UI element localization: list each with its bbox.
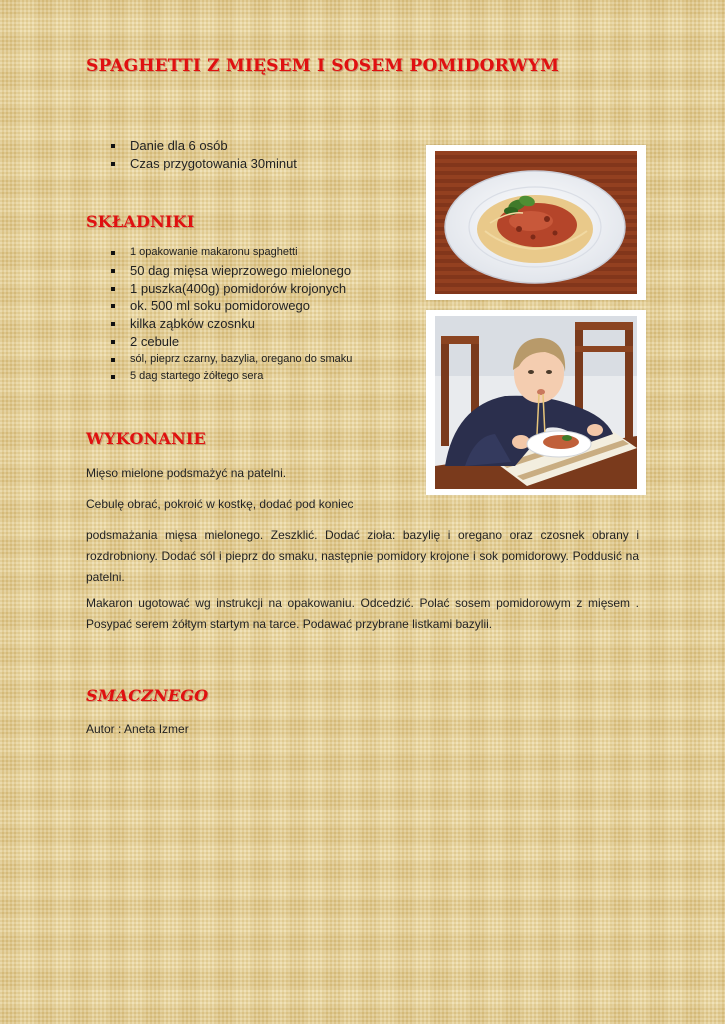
method-step: Makaron ugotować wg instrukcji na opakowaniu. Odcedzić. Polać sosem pomidorowym z mięsem . Posypać serem żółtym startym na tarce. Podawać przybrane listkami bazylii.	[86, 596, 639, 631]
method-heading: WYKONANIE	[86, 429, 206, 448]
ingredient-item: 5 dag startego żółtego sera	[108, 368, 352, 386]
recipe-title: SPAGHETTI Z MIĘSEM I SOSEM POMIDORWYM	[86, 56, 560, 76]
child-eating-spaghetti-photo	[426, 310, 646, 495]
ingredients-list	[108, 244, 352, 386]
child-eating-image	[435, 316, 637, 489]
closing-heading: SMACZNEGO	[86, 686, 209, 705]
ingredients-heading: SKŁADNIKI	[86, 212, 195, 231]
ingredient-item: kilka ząbków czosnku	[108, 315, 352, 333]
intro-list	[108, 137, 297, 173]
method-step: podsmażania mięsa mielonego. Zeszklić. Dodać zioła: bazylię i oregano oraz czosnek obrany i rozdrobniony. Dodać sól i pieprz do smaku, następnie pomidory krojone i sok pomidorowy. Poddusić na patelni.	[86, 528, 639, 584]
ingredient-item: ok. 500 ml soku pomidorowego	[108, 297, 352, 315]
ingredient-item: 2 cebule	[108, 333, 352, 351]
ingredient-item: 50 dag mięsa wieprzowego mielonego	[108, 262, 352, 280]
method-step: Cebulę obrać, pokroić w kostkę, dodać pod koniec	[86, 497, 354, 511]
method-step: Mięso mielone podsmażyć na patelni.	[86, 466, 287, 480]
ingredient-item: 1 puszka(400g) pomidorów krojonych	[108, 280, 352, 298]
ingredient-item: 1 opakowanie makaronu spaghetti	[108, 244, 352, 262]
list-item-prep-time: Czas przygotowania 30minut	[108, 155, 297, 173]
plate-of-spaghetti-photo	[426, 145, 646, 300]
list-item-servings: Danie dla 6 osób	[108, 137, 297, 155]
author-line: Autor : Aneta Izmer	[86, 722, 189, 736]
spaghetti-plate-image	[435, 151, 637, 294]
ingredient-item: sól, pieprz czarny, bazylia, oregano do smaku	[108, 351, 352, 369]
